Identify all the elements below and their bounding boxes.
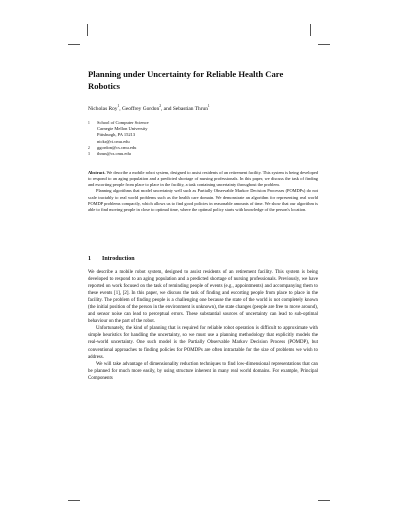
abstract-paragraph: Planning algorithms that model uncertainty well such as Partially Observable Markov Decision Processes (POMDPs) do not scale tractably to real world problems such as the health care domain. We demonstrate an algorithm for representing real world POMDP problems compactly, which allows us to find good policies in reasonable amounts of time. We show that our algorithm is able to find moving people in close to optimal time, where the optimal policy starts with knowledge of the person's location. [88,188,318,212]
introduction-body [88,269,318,382]
section-heading [88,256,135,262]
author-name: Geoffrey Gordon [122,105,160,112]
section-title: Introduction [102,256,135,262]
affiliation-number: 1 [88,121,90,125]
abstract-label: Abstract. [88,170,106,175]
affiliation-line [88,151,149,157]
affiliation-number: 2 [88,145,90,150]
title-line-1: Planning under Uncertainty for Reliable Health Care [88,69,284,79]
affiliation-email: nickr@ri.cmu.edu [97,138,130,144]
crop-mark [318,44,330,45]
title-line-2: Robotics [88,81,120,91]
body-paragraph: Unfortunately, the kind of planning that is required for reliable robot operation is difficult to approximate with simple heuristics for handling the uncertainty, so we must use a planning methodology that explicitly models the real-world uncertainty. One such model is the Partially Observable Markov Decision Process (POMDP), but conventional approaches to finding policies for POMDPs are often intractable for the size of problems we wish to address. [88,326,318,360]
author-name: Sebastian Thrun [172,105,208,112]
abstract-text: We describe a mobile robot system, designed to assist residents of an retirement facility. This system is being developed to respond to an aging population and a predicted shortage of nursing professionals. In this paper, we discuss the task of finding and escorting people from place to place in the facility, a task containing uncertainty throughout the problem. [88,170,318,188]
author-list: Nicholas Roy$^1$, Geoffrey Gordon$^2$, and Sebastian Thrun$^1$ [88,104,210,112]
affiliation-number: 3 [88,152,90,157]
affiliation-email: ggordon@cs.cmu.edu [97,144,137,150]
abstract [88,170,318,213]
body-paragraph: We describe a mobile robot system, designed to assist residents of an retirement facility. This system is being developed to respond to an aging population and a predicted shortage of nursing professionals. Previously, we have reported on work focused on the task of reminding people of events (e.g., appointments) and accompanying them to these events [1], [2]. In this paper, we discuss the task of finding and escorting people from place to place in the facility. The problem of finding people is a challenging one because the state of the world is not completely known (the initial position of the person in the environment is unknown), the state changes (people are free to move around), and sensor noise can lead to perceptual errors. These substantial sources of uncertainty can lead to sub-optimal behaviour on the part of the robot. [88,270,318,325]
affiliation-text: Pittsburgh, PA 15213 [97,132,136,138]
author-name: Nicholas Roy [88,105,118,112]
author-affil-mark: 1 [117,104,120,108]
crop-mark [68,500,80,501]
affiliations [88,120,149,157]
paper-title [88,68,318,92]
body-paragraph: We will take advantage of dimensionality reduction techniques to find low-dimensional representations that can be planned for much more easily, by using structure inherent in many real world domains. For example, Principal Components [88,361,318,381]
crop-mark [318,500,330,501]
affiliation-text: School of Computer Science [97,120,149,125]
affiliation-email: thrun@cs.cmu.edu [97,151,131,157]
section-number: 1 [88,256,91,262]
crop-mark [310,24,311,36]
author-affil-mark: 2 [159,104,161,108]
affiliation-text: Carnegie Mellon University [97,126,148,132]
crop-mark [87,24,88,36]
author-affil-mark: 1 [207,104,210,108]
crop-mark [68,44,80,45]
abstract-paragraph [88,170,318,188]
